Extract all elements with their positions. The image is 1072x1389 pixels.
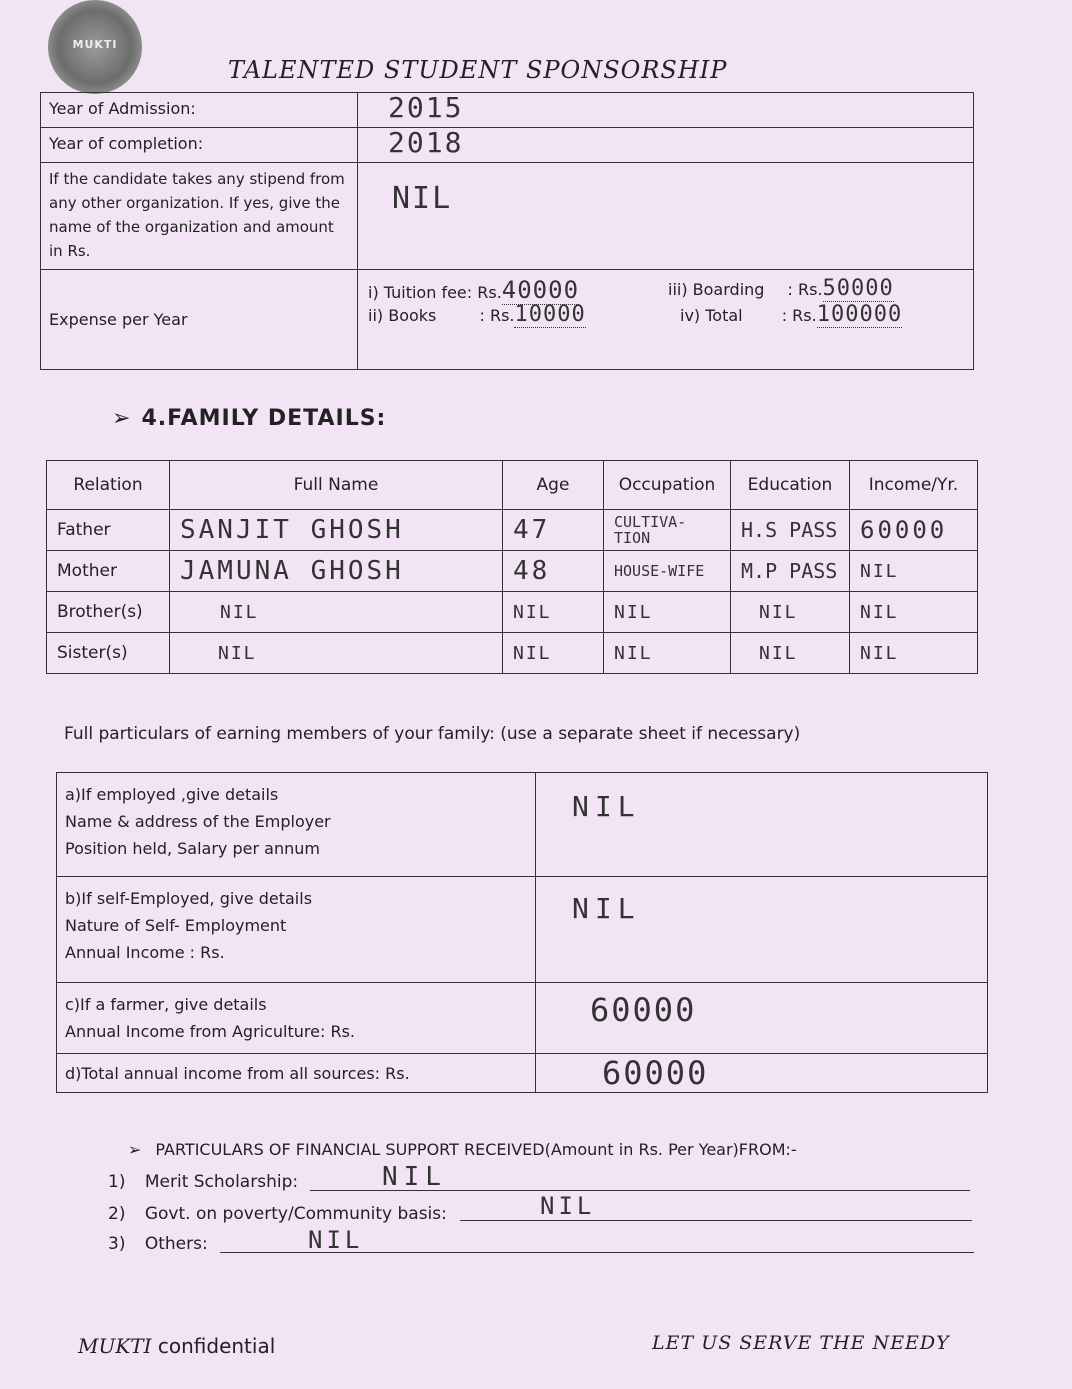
age-cell: 48 [503,551,604,592]
page-title: TALENTED STUDENT SPONSORSHIP [228,56,728,84]
employed-value: NIL [572,790,641,823]
total-row [680,302,902,327]
relation-cell: Mother [47,551,170,592]
name-cell: SANJIT GHOSH [170,510,503,551]
occupation-cell: NIL [604,592,731,633]
support-num: 1) [108,1172,126,1192]
support-label: Others: [144,1234,208,1254]
year-admission-value: 2015 [388,91,464,124]
self-label-2: Nature of Self- Employment [65,916,287,935]
stipend-value: NIL [392,181,453,216]
col-income: Income/Yr. [850,461,978,510]
income-cell: NIL [850,592,978,633]
occupation-cell: CULTIVA-TION [604,510,731,551]
total-income-label: d)Total annual income from all sources: Rs. [65,1063,410,1083]
employed-label-3: Position held, Salary per annum [65,839,320,858]
age-cell: NIL [503,592,604,633]
books-value: 10000 [514,302,586,327]
family-heading-text: 4.FAMILY DETAILS: [141,406,387,431]
relation-cell: Father [47,510,170,551]
farmer-label-1: c)If a farmer, give details [65,995,267,1014]
family-table [46,460,978,674]
footer-confidential-text: confidential [157,1334,276,1358]
boarding-label: iii) Boarding [668,280,765,299]
col-relation: Relation [47,461,170,510]
farmer-label-2: Annual Income from Agriculture: Rs. [65,1022,355,1041]
earning-table [56,772,988,1093]
support-item-2 [108,1204,447,1224]
income-cell: 60000 [850,510,978,551]
education-cell: NIL [731,592,850,633]
total-label: iv) Total [680,306,743,325]
family-heading [112,406,386,431]
name-cell: NIL [170,633,503,674]
income-cell: NIL [850,633,978,674]
col-occupation: Occupation [604,461,731,510]
logo-text: MUKTI [72,38,118,51]
age-cell: 47 [503,510,604,551]
support-label: Merit Scholarship: [144,1172,299,1192]
occupation-cell: HOUSE-WIFE [604,551,731,592]
boarding-row [668,276,894,301]
support-heading [128,1140,797,1159]
year-admission-label: Year of Admission: [49,99,196,118]
name-cell: NIL [170,592,503,633]
stipend-label: If the candidate takes any stipend from any other organization. If yes, give the name of the organization and amount in Rs. [49,170,345,260]
employed-label-1: a)If employed ,give details [65,785,279,804]
total-rs: : Rs. [781,306,817,325]
year-completion-label: Year of completion: [49,134,204,153]
support-item-1 [108,1172,298,1192]
earning-intro: Full particulars of earning members of your family: (use a separate sheet if necessary) [64,724,801,744]
support-num: 3) [108,1234,126,1254]
table-row [47,510,978,551]
age-cell: NIL [503,633,604,674]
name-cell: JAMUNA GHOSH [170,551,503,592]
support-value: NIL [382,1162,447,1192]
total-income-value: 60000 [602,1054,709,1092]
occupation-cell: NIL [604,633,731,674]
tuition-row [368,276,579,304]
col-age: Age [503,461,604,510]
col-education: Education [731,461,850,510]
fill-line [310,1190,970,1191]
footer-motto: LET US SERVE THE NEEDY [652,1332,950,1354]
fill-line [460,1220,972,1221]
table-row [47,592,978,633]
footer-confidential [78,1334,275,1358]
col-full-name: Full Name [170,461,503,510]
table-row [47,551,978,592]
year-completion-value: 2018 [388,126,464,159]
relation-cell: Brother(s) [47,592,170,633]
family-header-row [47,461,978,510]
employed-label-2: Name & address of the Employer [65,812,331,831]
boarding-value: 50000 [822,276,894,301]
footer-brand: MUKTI [78,1334,152,1358]
support-heading-text: PARTICULARS OF FINANCIAL SUPPORT RECEIVED(Amount in Rs. Per Year)FROM:- [155,1140,797,1159]
relation-cell: Sister(s) [47,633,170,674]
farmer-value: 60000 [590,991,697,1029]
books-rs: : Rs. [479,306,515,325]
arrow-icon: ➢ [128,1140,142,1159]
admission-table [40,92,974,370]
support-num: 2) [108,1204,126,1224]
education-cell: M.P PASS [731,551,850,592]
support-value: NIL [308,1226,364,1254]
income-cell: NIL [850,551,978,592]
self-label-1: b)If self-Employed, give details [65,889,313,908]
education-cell: H.S PASS [731,510,850,551]
self-label-3: Annual Income : Rs. [65,943,225,962]
support-item-3 [108,1234,208,1254]
books-label: ii) Books [368,306,437,325]
expense-label: Expense per Year [49,309,188,329]
books-row [368,302,586,327]
fill-line [220,1252,974,1253]
total-value: 100000 [816,302,903,327]
tuition-label: i) Tuition fee: Rs. [368,283,502,302]
arrow-icon: ➢ [112,406,132,431]
table-row [47,633,978,674]
tuition-value: 40000 [501,276,580,304]
education-cell: NIL [731,633,850,674]
support-label: Govt. on poverty/Community basis: [144,1204,447,1224]
self-value: NIL [572,892,641,925]
support-value: NIL [540,1192,596,1220]
boarding-rs: : Rs. [787,280,823,299]
